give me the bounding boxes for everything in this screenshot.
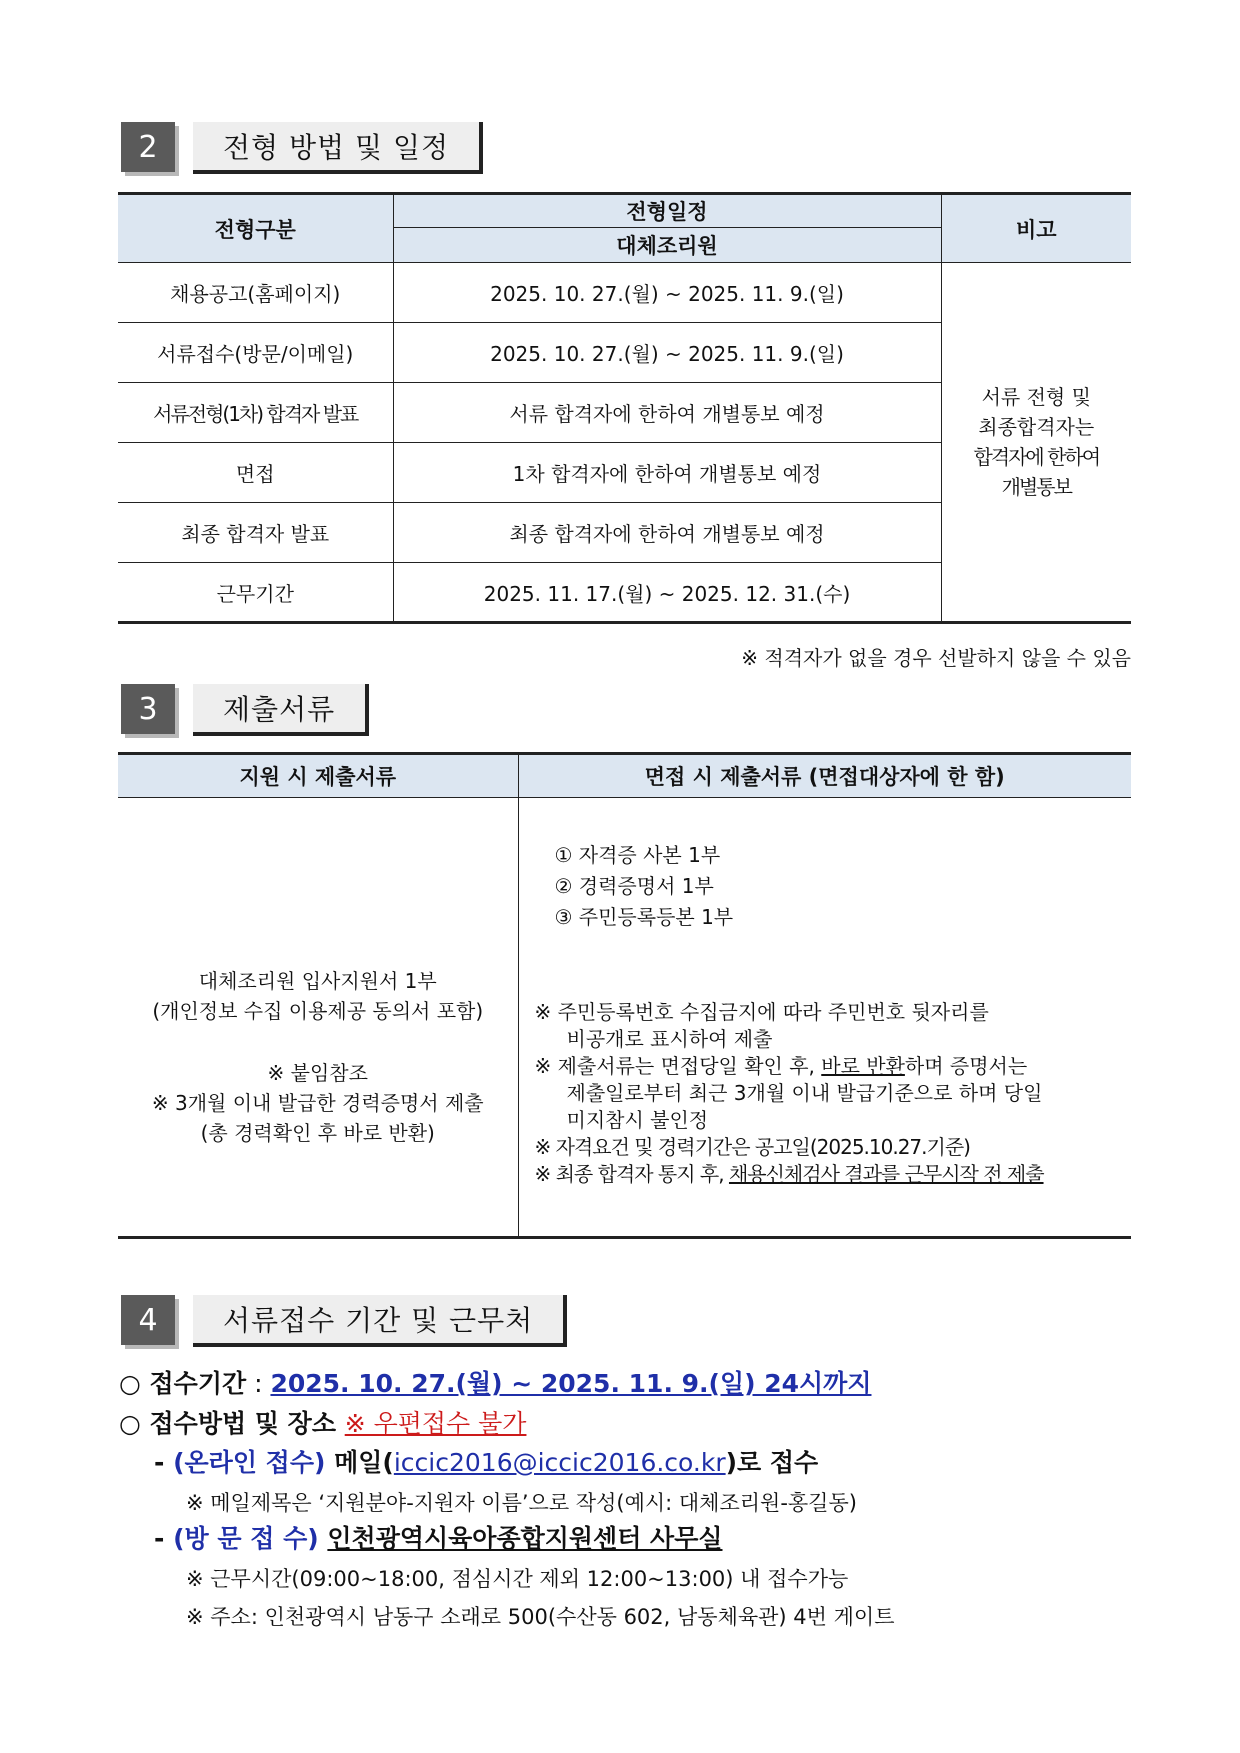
row-schedule: 서류 합격자에 한하여 개별통보 예정	[393, 383, 941, 443]
header-position: 대체조리원	[393, 228, 941, 263]
remarks-cell	[941, 263, 1131, 623]
interview-notes	[535, 999, 1132, 1188]
section-3-heading	[121, 684, 369, 736]
section-title: 전형 방법 및 일정	[193, 122, 483, 174]
header-apply-docs: 지원 시 제출서류	[118, 754, 518, 798]
row-category: 최종 합격자 발표	[118, 503, 393, 563]
row-schedule: 최종 합격자에 한하여 개별통보 예정	[393, 503, 941, 563]
note-line: 미지참시 불인정	[566, 1108, 709, 1132]
note-line: ※ 자격요건 및 경력기간은 공고일(2025.10.27.기준)	[534, 1135, 970, 1159]
row-schedule: 2025. 11. 17.(월) ~ 2025. 12. 31.(수)	[393, 563, 941, 623]
section-number: 3	[121, 684, 175, 734]
apply-doc-line: ※ 3개월 이내 발급한 경력증명서 제출	[151, 1091, 484, 1115]
visit-note-hours: ※ 근무시간(09:00~18:00, 점심시간 제외 12:00~13:00) 내 접수가능	[186, 1567, 849, 1591]
section-title: 서류접수 기간 및 근무처	[193, 1295, 567, 1347]
apply-docs-cell	[118, 798, 518, 1238]
row-schedule: 2025. 10. 27.(월) ~ 2025. 11. 9.(일)	[393, 323, 941, 383]
visit-note-address: ※ 주소: 인천광역시 남동구 소래로 500(수산동 602, 남동체육관) 4번 게이트	[186, 1605, 895, 1629]
header-category: 전형구분	[118, 194, 393, 263]
remarks-line: 서류 전형 및	[981, 385, 1091, 409]
application-period: ○ 접수기간 : 2025. 10. 27.(월) ~ 2025. 11. 9.(일) 24시까지	[119, 1369, 872, 1398]
header-schedule: 전형일정	[393, 194, 941, 228]
online-note: ※ 메일제목은 ‘지원분야-지원자 이름’으로 작성(예시: 대체조리원-홍길동)	[186, 1491, 857, 1515]
row-category: 서류전형(1차) 합격자 발표	[118, 383, 393, 443]
note-line: 비공개로 표시하여 제출	[566, 1027, 773, 1051]
visit-application: - (방 문 접 수) 인천광역시육아종합지원센터 사무실	[154, 1524, 723, 1553]
row-category: 근무기간	[118, 563, 393, 623]
schedule-table	[118, 192, 1131, 624]
row-schedule: 1차 합격자에 한하여 개별통보 예정	[393, 443, 941, 503]
row-schedule: 2025. 10. 27.(월) ~ 2025. 11. 9.(일)	[393, 263, 941, 323]
note-line: ※ 최종 합격자 통지 후, 채용신체검사 결과를 근무시작 전 제출	[534, 1162, 1044, 1186]
remarks-line: 합격자에 한하여	[973, 445, 1100, 469]
apply-doc-line: ※ 붙임참조	[267, 1061, 368, 1085]
schedule-footnote: ※ 적격자가 없을 경우 선발하지 않을 수 있음	[741, 646, 1131, 670]
note-line: ※ 제출서류는 면접당일 확인 후, 바로 반환하며 증명서는	[534, 1054, 1028, 1078]
interview-docs-list	[535, 840, 1132, 933]
remarks-line: 개별통보	[1001, 475, 1071, 499]
list-item: ① 자격증 사본 1부	[554, 843, 721, 867]
row-category: 채용공고(홈페이지)	[118, 263, 393, 323]
list-item: ② 경력증명서 1부	[554, 874, 714, 898]
application-method: ○ 접수방법 및 장소 ※ 우편접수 불가	[119, 1409, 527, 1438]
note-line: 제출일로부터 최근 3개월 이내 발급기준으로 하며 당일	[566, 1081, 1043, 1105]
list-item: ③ 주민등록등본 1부	[554, 905, 734, 929]
remarks-line: 최종합격자는	[978, 415, 1095, 439]
row-category: 면접	[118, 443, 393, 503]
online-application: - (온라인 접수) 메일(iccic2016@iccic2016.co.kr)로 접수	[154, 1448, 819, 1477]
section-4-heading	[121, 1295, 567, 1347]
email-link[interactable]: iccic2016@iccic2016.co.kr	[393, 1448, 726, 1477]
section-2-heading	[121, 122, 483, 174]
header-remarks: 비고	[941, 194, 1131, 263]
table-row	[118, 263, 1131, 323]
header-interview-docs: 면접 시 제출서류 (면접대상자에 한 함)	[518, 754, 1131, 798]
apply-doc-line: (개인정보 수집 이용제공 동의서 포함)	[152, 999, 484, 1023]
apply-doc-line: 대체조리원 입사지원서 1부	[198, 969, 437, 993]
documents-table	[118, 752, 1131, 1239]
note-line: ※ 주민등록번호 수집금지에 따라 주민번호 뒷자리를	[534, 1000, 989, 1024]
section-number: 4	[121, 1295, 175, 1345]
interview-docs-cell	[518, 798, 1131, 1238]
row-category: 서류접수(방문/이메일)	[118, 323, 393, 383]
section-number: 2	[121, 122, 175, 172]
apply-doc-line: (총 경력확인 후 바로 반환)	[200, 1121, 435, 1145]
section-title: 제출서류	[193, 684, 369, 736]
